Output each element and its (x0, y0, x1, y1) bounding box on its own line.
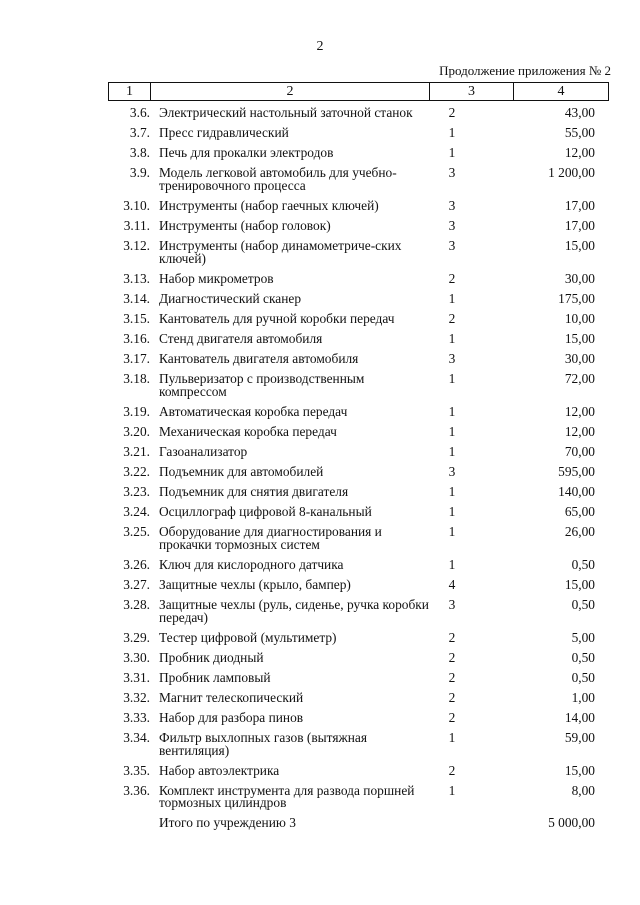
row-number: 3.22. (123, 464, 150, 479)
row-price: 175,00 (558, 290, 595, 306)
row-number: 3.8. (129, 145, 150, 161)
row-number: 3.10. (123, 197, 150, 213)
row-price: 15,00 (564, 762, 595, 778)
row-name: Механическая коробка передач (159, 423, 337, 439)
row-quantity: 2 (448, 270, 456, 286)
table-row (108, 506, 609, 519)
row-name: Подъемник для снятия двигателя (159, 484, 349, 500)
header-col-2: 2 (151, 83, 430, 100)
row-name: Защитные чехлы (крыло, бампер) (159, 576, 351, 592)
row-name: Печь для прокалки электродов (159, 145, 334, 161)
row-price: 72,00 (564, 371, 595, 387)
row-price: 65,00 (564, 504, 595, 520)
row-name: Диагностический сканер (159, 290, 302, 306)
row-number: 3.14. (123, 290, 150, 306)
row-name: Ключ для кислородного датчика (159, 556, 344, 572)
row-quantity: 1 (448, 330, 456, 346)
row-quantity: 3 (448, 351, 456, 367)
table-row (108, 732, 609, 757)
table-row (108, 762, 609, 778)
row-name: Кантователь для ручной коробки передач (159, 310, 395, 326)
table-row (108, 330, 609, 346)
row-price: 5,00 (571, 629, 595, 645)
row-quantity: 2 (448, 105, 456, 120)
row-price: 26,00 (564, 524, 595, 540)
table-row (108, 712, 609, 725)
row-quantity: 2 (448, 710, 456, 726)
row-name: Защитные чехлы (руль, сиденье, ручка коробки передач) (159, 597, 429, 625)
row-price: 0,50 (571, 597, 595, 613)
row-price: 30,00 (564, 270, 595, 286)
row-price: 15,00 (564, 576, 595, 592)
total-spacer (108, 817, 150, 830)
row-name: Инструменты (набор гаечных ключей) (159, 197, 379, 213)
row-number: 3.28. (123, 597, 150, 613)
row-number: 3.31. (123, 669, 150, 685)
row-price: 10,00 (564, 310, 595, 326)
row-price: 59,00 (564, 730, 595, 746)
row-name: Автоматическая коробка передач (159, 403, 348, 419)
table-header (108, 82, 609, 101)
row-number: 3.34. (123, 730, 150, 746)
row-quantity: 2 (448, 689, 456, 705)
table-row (108, 167, 609, 192)
row-number: 3.33. (123, 710, 150, 726)
row-price: 8,00 (571, 782, 595, 798)
row-name: Пульверизатор с производственным компрессом (159, 371, 365, 399)
row-number: 3.23. (123, 484, 150, 500)
row-name: Модель легковой автомобиль для учебно-тренировочного процесса (159, 165, 397, 193)
row-name: Кантователь двигателя автомобиля (159, 351, 359, 367)
row-name: Пресс гидравлический (159, 125, 289, 141)
row-number: 3.19. (123, 403, 150, 419)
table-row (108, 443, 609, 459)
row-number: 3.13. (123, 270, 150, 286)
row-price: 140,00 (558, 484, 595, 500)
row-price: 17,00 (564, 197, 595, 213)
row-number: 3.35. (123, 762, 150, 778)
table-row (108, 576, 609, 592)
row-price: 12,00 (564, 403, 595, 419)
row-price: 1,00 (571, 689, 595, 705)
row-number: 3.12. (123, 238, 150, 254)
table-row (108, 423, 609, 439)
row-quantity: 2 (448, 629, 456, 645)
row-number: 3.36. (123, 782, 150, 798)
row-name: Тестер цифровой (мультиметр) (159, 629, 337, 645)
row-quantity: 3 (448, 217, 456, 233)
row-quantity: 2 (448, 669, 456, 685)
row-quantity: 1 (448, 504, 456, 520)
table-row (108, 669, 609, 685)
row-name: Газоанализатор (159, 443, 248, 459)
row-number: 3.24. (123, 504, 150, 520)
row-number: 3.9. (129, 165, 150, 181)
table-row (108, 689, 609, 705)
row-quantity: 1 (448, 423, 456, 439)
row-quantity: 1 (448, 782, 456, 798)
row-name: Электрический настольный заточной станок (159, 105, 413, 120)
row-name: Стенд двигателя автомобиля (159, 330, 323, 346)
row-name: Набор микрометров (159, 270, 274, 286)
row-quantity: 3 (448, 238, 456, 254)
row-quantity: 2 (448, 310, 456, 326)
row-name: Подъемник для автомобилей (159, 464, 324, 479)
table-row (108, 147, 609, 160)
row-number: 3.11. (123, 217, 150, 233)
row-number: 3.15. (123, 310, 150, 326)
table-row (108, 107, 609, 120)
row-number: 3.20. (123, 423, 150, 439)
row-number: 3.30. (123, 649, 150, 665)
table-row (108, 403, 609, 419)
row-number: 3.16. (123, 330, 150, 346)
row-quantity: 1 (448, 556, 456, 572)
row-price: 17,00 (564, 217, 595, 233)
row-price: 15,00 (564, 330, 595, 346)
table-row (108, 486, 609, 499)
row-name: Осциллограф цифровой 8-канальный (159, 504, 372, 520)
row-price: 0,50 (571, 669, 595, 685)
row-quantity: 1 (448, 484, 456, 500)
row-price: 55,00 (564, 125, 595, 141)
table-row (108, 197, 609, 213)
row-number: 3.29. (123, 629, 150, 645)
row-quantity: 1 (448, 371, 456, 387)
row-price: 12,00 (564, 145, 595, 161)
row-quantity: 1 (448, 524, 456, 540)
row-price: 1 200,00 (548, 165, 595, 181)
row-number: 3.7. (129, 125, 150, 141)
total-row (108, 817, 609, 830)
row-quantity: 1 (448, 290, 456, 306)
table-row (108, 240, 609, 265)
table-row (108, 556, 609, 572)
row-number: 3.26. (123, 556, 150, 572)
header-col-4: 4 (557, 84, 565, 99)
page-number: 2 (316, 39, 324, 54)
row-name: Оборудование для диагностирования и прокачки тормозных систем (159, 524, 382, 552)
row-name: Комплект инструмента для развода поршней тормозных цилиндров (159, 782, 415, 811)
row-quantity: 2 (448, 649, 456, 665)
row-name: Инструменты (набор головок) (159, 217, 331, 233)
table-row (108, 599, 609, 624)
row-name: Пробник ламповый (159, 669, 271, 685)
row-price: 30,00 (564, 351, 595, 367)
table-row (108, 270, 609, 286)
row-quantity: 3 (448, 464, 456, 479)
table-row (108, 290, 609, 306)
table-row (108, 466, 609, 479)
table-row (108, 649, 609, 665)
row-name: Магнит телескопический (159, 689, 304, 705)
row-name: Инструменты (набор динамометриче-ских ключей) (159, 238, 402, 266)
total-qty-spacer (429, 817, 513, 830)
row-quantity: 3 (448, 165, 456, 181)
continuation-label: Продолжение приложения № 2 (439, 63, 611, 78)
row-number: 3.25. (123, 524, 150, 540)
table-body (108, 107, 609, 838)
row-quantity: 1 (448, 145, 456, 161)
row-price: 70,00 (564, 443, 595, 459)
row-price: 0,50 (571, 649, 595, 665)
row-quantity: 2 (448, 762, 456, 778)
row-number: 3.27. (123, 576, 150, 592)
table-row (108, 782, 609, 811)
row-quantity: 1 (448, 730, 456, 746)
row-price: 595,00 (558, 464, 595, 479)
row-price: 15,00 (564, 238, 595, 254)
row-number: 3.17. (123, 351, 150, 367)
row-number: 3.18. (123, 371, 150, 387)
row-price: 12,00 (564, 423, 595, 439)
row-name: Фильтр выхлопных газов (вытяжная вентиляция) (159, 730, 367, 758)
row-price: 0,50 (571, 556, 595, 572)
table-row (108, 526, 609, 551)
row-number: 3.32. (123, 689, 150, 705)
row-quantity: 4 (448, 576, 456, 592)
table-row (108, 217, 609, 233)
row-number: 3.21. (123, 443, 150, 459)
row-quantity: 3 (448, 597, 456, 613)
table-row (108, 127, 609, 140)
row-quantity: 1 (448, 403, 456, 419)
row-price: 43,00 (564, 105, 595, 120)
row-name: Набор автоэлектрика (159, 762, 280, 778)
total-label: Итого по учреждению 3 (159, 815, 296, 831)
header-col-1: 1 (109, 83, 151, 100)
row-name: Пробник диодный (159, 649, 264, 665)
row-price: 14,00 (564, 710, 595, 726)
row-quantity: 1 (448, 443, 456, 459)
header-col-3: 3 (430, 83, 514, 100)
table-row (108, 353, 609, 366)
table-row (108, 373, 609, 398)
row-quantity: 3 (448, 197, 456, 213)
row-name: Набор для разбора пинов (159, 710, 304, 726)
row-number: 3.6. (129, 105, 150, 120)
total-value: 5 000,00 (548, 815, 595, 831)
table-row (108, 629, 609, 645)
row-quantity: 1 (448, 125, 456, 141)
table-row (108, 310, 609, 326)
